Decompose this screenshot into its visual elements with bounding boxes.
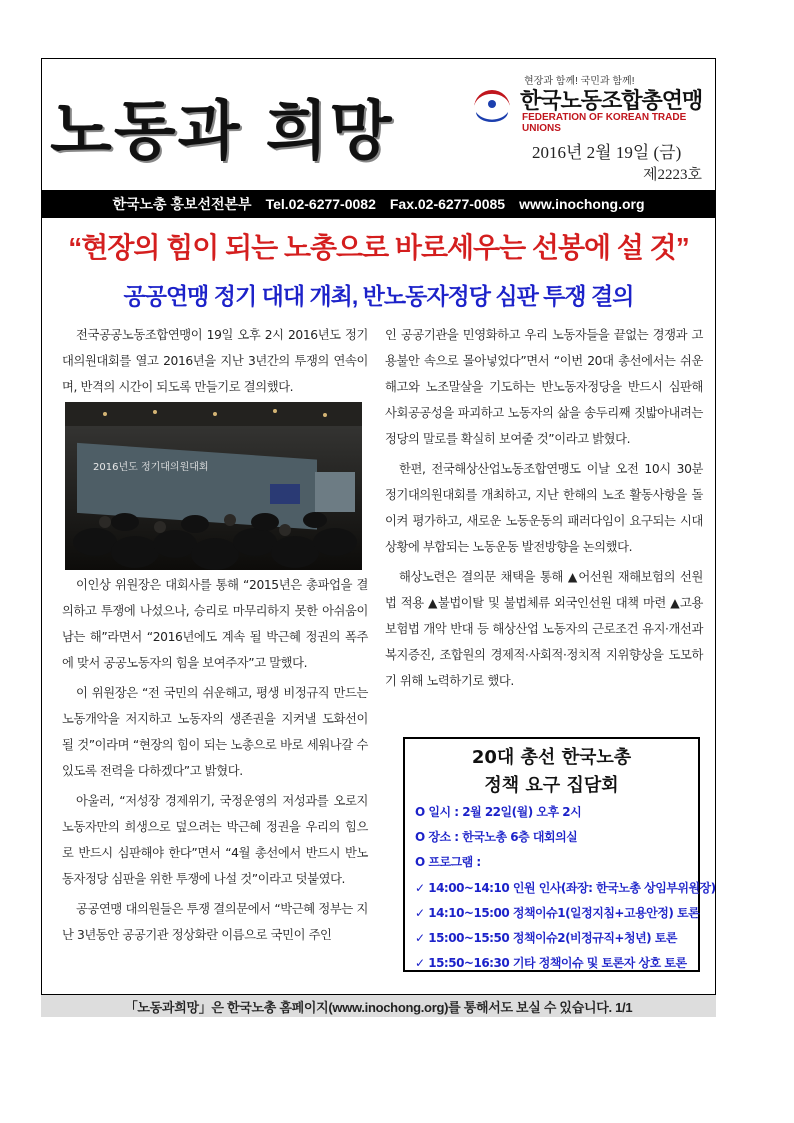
notice-title-line1: 20대 총선 한국노총 [471,747,632,768]
notice-date: O 일시 : 2월 22일(월) 오후 2시 [415,805,582,819]
right-column [385,322,703,698]
issue-date: 2016년 2월 19일 (금) [532,143,682,162]
logo-name: 한국노동조합총연맹 [520,88,703,113]
notice-program-label: O 프로그램 : [415,855,481,869]
program-item: ✓ 15:50~16:30 기타 정책이슈 및 토론자 상호 토론 [415,956,687,970]
telephone: Tel.02-6277-0082 [265,196,376,212]
logo-english-name: FEDERATION OF KOREAN TRADE UNIONS [522,112,687,134]
contact-bar [41,190,716,218]
paragraph: 해상노련은 결의문 채택을 통해 ▲어선원 재해보험의 선원법 적용 ▲불법이탈 및 불법체류 외국인선원 대책 마련 ▲고용보험법 개악 반대 등 해상산업 노동자의 근로조건 유지·개선과 복지증진, 조합원의 경제적·사회적·정치적 지위향상을 도모하기 위해 노력하기로 했다. [385,570,703,688]
paragraph: 인 공공기관을 민영화하고 우리 노동자들을 끝없는 경쟁과 고용불안 속으로 몰아넣었다”면서 “이번 20대 총선에서는 쉬운해고와 노조말살을 기도하는 반노동자정당을 반드시 심판해 사회공공성을 파괴하고 노동자의 삶을 송두리째 짓밟아내려는 정당의 말로를 확실히 보여줄 것”이라고 밝혔다. [385,328,703,446]
paragraph: 전국공공노동조합연맹이 19일 오후 2시 2016년도 정기대의원대회를 열고 2016년을 지난 3년간의 투쟁의 연속이며, 반격의 시간이 되도록 만들기로 결의했다. [62,328,368,394]
program-item: ✓ 15:00~15:50 정책이슈2(비정규직+청년) 토론 [415,931,678,945]
fktu-logo [470,72,710,132]
banner-text: 2016년도 정기대의원대회 [93,462,209,473]
paragraph: 공공연맹 대의원들은 투쟁 결의문에서 “박근혜 정부는 지난 3년동안 공공기관 정상화란 이름으로 국민이 주인 [62,902,368,942]
masthead-title: 노동과 희망 [50,94,394,169]
footer-note: 「노동과희망」은 한국노총 홈페이지(www.inochong.org)를 통해서도 보실 수 있습니다. 1/1 [41,994,716,1017]
fktu-emblem-icon [470,82,514,126]
left-column-top [62,322,368,404]
subheadline: 공공연맹 정기 대대 개최, 반노동자정당 심판 투쟁 결의 [123,283,634,309]
program-item: ✓ 14:00~14:10 인원 인사(좌장: 한국노총 상임부위원장) [415,881,716,895]
notice-box [403,737,716,972]
paragraph: 아울러, “저성장 경제위기, 국정운영의 저성과를 오로지 노동자만의 희생으로 덮으려는 박근혜 정권을 우리의 힘으로 반드시 심판해야 한다”면서 “4월 총선에서 반드시 반노동자정당 심판을 위한 투쟁에 나설 것”이라고 덧붙였다. [62,794,368,886]
logo-slogan: 현장과 함께! 국민과 함께! [524,76,635,87]
notice-title-line2: 정책 요구 집담회 [484,775,619,796]
fax: Fax.02-6277-0085 [389,196,506,212]
headline: “현장의 힘이 되는 노총으로 바로세우는 선봉에 설 것” [68,232,689,263]
left-column-bottom [62,572,368,952]
issue-number: 제2223호 [643,167,702,183]
program-item: ✓ 14:10~15:00 정책이슈1(일정지침+고용안정) 토론 [415,906,700,920]
paragraph: 이인상 위원장은 대회사를 통해 “2015년은 총파업을 결의하고 투쟁에 나섰으나, 승리로 마무리하지 못한 아쉬움이 남는 해”라면서 “2016년에도 계속 될 박근혜 정권의 폭주에 맞서 공공노동자의 힘을 보여주자”고 말했다. [62,578,368,670]
conference-photo [65,402,362,570]
website-link[interactable]: www.inochong.org [519,196,645,212]
department: 한국노총 홍보선전본부 [112,196,252,212]
paragraph: 이 위원장은 “전 국민의 쉬운해고, 평생 비정규직 만드는 노동개악을 저지하고 노동자의 생존권을 지켜낼 도화선이 될 것”이라며 “현장의 힘이 되는 노총으로 바로 세워나갈 수 있도록 전력을 다하겠다”고 밝혔다. [62,686,368,778]
paragraph: 한편, 전국해상산업노동조합연맹도 이날 오전 10시 30분 정기대의원대회를 개최하고, 지난 한해의 노조 활동사항을 돌이켜 평가하고, 새로운 노동운동의 패러다임이 요구되는 시대 상황에 부합되는 노동운동 발전방향을 논의했다. [385,462,703,554]
notice-place: O 장소 : 한국노총 6층 대회의실 [415,830,578,844]
